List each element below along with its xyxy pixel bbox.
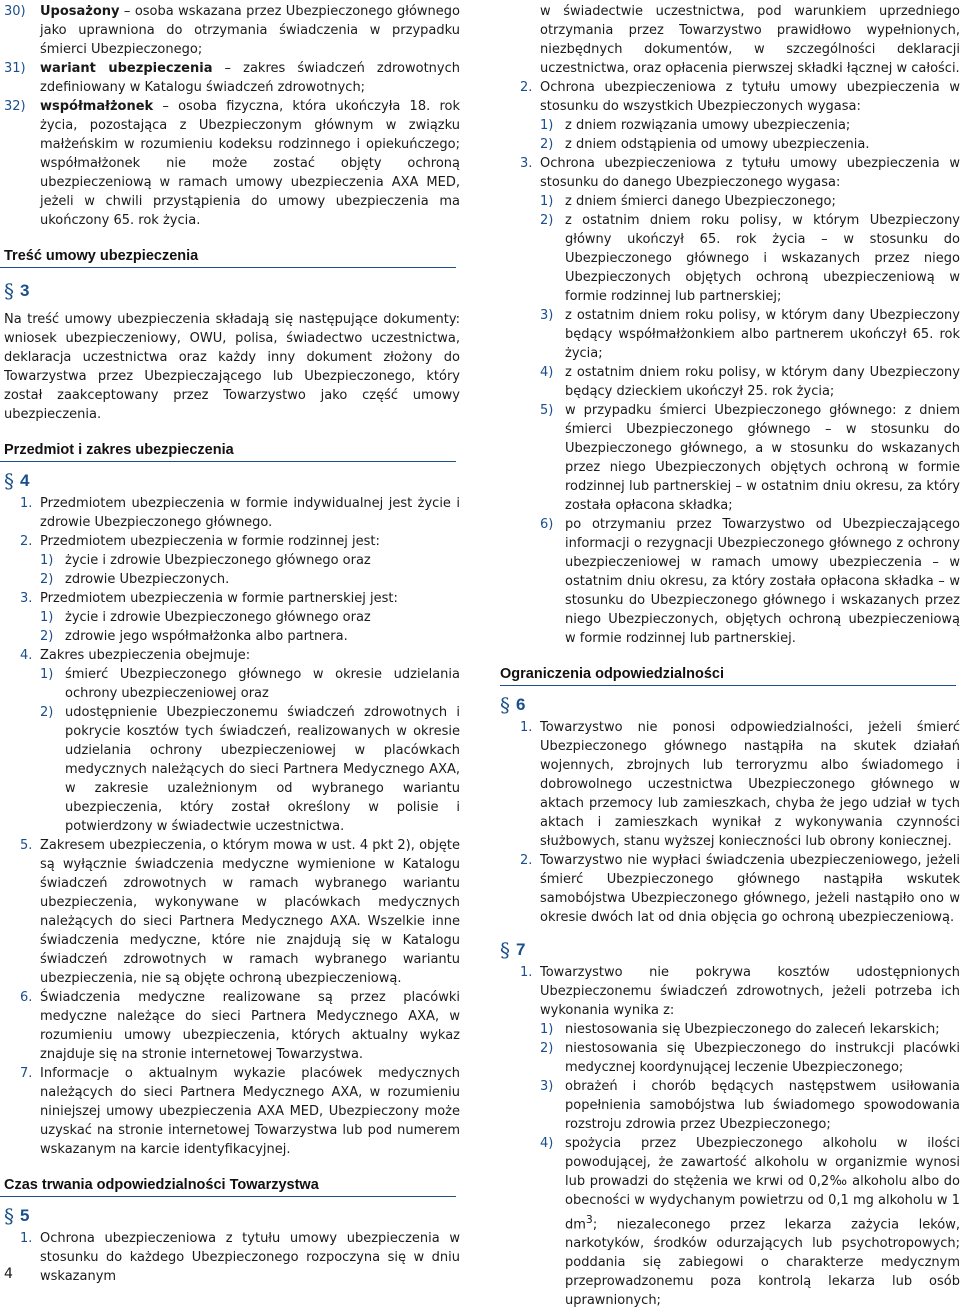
item-text: życie i zdrowie Ubezpieczonego głównego oraz [65,610,371,625]
heading-ograniczenia: Ograniczenia odpowiedzialności [500,666,956,686]
item-number: 1) [40,667,54,682]
item-number: 5) [540,403,554,418]
superscript: 3 [585,1213,593,1226]
item-number: 2) [540,137,554,152]
paragraph-7-1 [500,963,960,1020]
item-text: śmierć Ubezpieczonego głównego w okresie udzielania ochrony ubezpieczeniowej oraz [65,667,460,701]
item-text: Przedmiotem ubezpieczenia w formie rodzinnej jest: [40,534,380,549]
item-text: Zakres ubezpieczenia obejmuje: [40,648,251,663]
definition-term: współmałżonek [40,99,154,114]
item-text: z ostatnim dniem roku polisy, w którym dany Ubezpieczony będący współmałżonkiem albo partnerem ukończył 65. rok życia; [565,308,960,361]
item-text: z dniem rozwiązania umowy ubezpieczenia; [565,118,851,133]
definition-30 [0,2,460,59]
heading-czas-trwania: Czas trwania odpowiedzialności Towarzystwa [0,1177,456,1197]
item-number: 30) [4,4,26,19]
item-number: 1) [540,1022,554,1037]
item-number: 31) [4,61,26,76]
item-text: Przedmiotem ubezpieczenia w formie partnerskiej jest: [40,591,398,606]
subitem [0,570,460,589]
subitem [500,515,960,648]
definition-32 [0,97,460,230]
item-text: Świadczenia medyczne realizowane są przez placówki medyczne należące do sieci Partnera Medycznego AXA, w rozumieniu umowy ubezpieczenia, których aktualny wykaz znajduje się na stronie internetowej Towarzystwa. [40,990,460,1062]
paragraph-6-1 [500,718,960,851]
subitem [500,1077,960,1134]
item-number: 7. [20,1066,33,1081]
item-number: 3. [520,156,533,171]
item-text: zdrowie Ubezpieczonych. [65,572,230,587]
heading-tresc-umowy: Treść umowy ubezpieczenia [0,248,456,268]
item-text: zdrowie jego współmałżonka albo partnera. [65,629,348,644]
paragraph-4-6 [0,988,460,1064]
item-text: z ostatnim dniem roku polisy, w którym Ubezpieczony główny ukończył 65. rok życia – w stosunku do Ubezpieczonego głównego i wskazanych przez niego Ubezpieczonych objętych ochroną ubezpieczeniową w formie rodzinnej lub partnerskiej; [565,213,960,304]
item-number: 1. [520,720,533,735]
item-number: 2) [540,213,554,228]
item-number: 6) [540,517,554,532]
section-3-text: Na treść umowy ubezpieczenia składają się następujące dokumenty: wniosek ubezpieczeniowy, OWU, polisa, świadectwo uczestnictwa, deklaracja uczestnictwa oraz każdy inny dokument złożony do Towarzystwa przez Ubezpieczającego lub Ubezpieczonego, który został zaakceptowany przez Towarzystwo jako część umowy ubezpieczenia. [4,312,460,422]
item-text: z dniem odstąpienia od umowy ubezpieczenia. [565,137,870,152]
item-number: 1) [40,553,54,568]
subitem [500,401,960,515]
item-text-part: spożycia przez Ubezpieczonego alkoholu w ilości powodującej, że zawartość alkoholu w organizmie wynosi lub prowadzi do stężenia we krwi od 0,2‰ alkoholu albo do obecności w wydychanym powietrzu od 0,1 mg alkoholu w 1 dm [565,1136,960,1233]
item-text: Informacje o aktualnym wykazie placówek medycznych należących do sieci Partnera Medycznego AXA, w rozumieniu niniejszej umowy ubezpieczenia AXA MED, Ubezpieczony może uzyskać na stronie internetowej Towarzystwa lub pod numerem wskazanym na karcie identyfikacyjnej. [40,1066,460,1157]
item-text: niestosowania się Ubezpieczonego do instrukcji placówki medycznej koordynującej leczenie Ubezpieczonego; [565,1041,960,1075]
section-sign-icon: § [500,938,510,962]
item-text: z ostatnim dniem roku polisy, w którym dany Ubezpieczony będący dzieckiem ukończył 25. rok życia; [565,365,960,399]
section-3-marker [4,278,460,304]
paragraph-4-5 [0,836,460,988]
item-text [565,1134,960,1310]
section-7-marker [500,937,960,963]
item-number: 2) [40,705,54,720]
item-number: 4. [20,648,33,663]
item-number: 2. [20,534,33,549]
subitem [0,608,460,627]
subitem [500,192,960,211]
item-number: 3. [20,591,33,606]
paragraph-6-2 [500,851,960,927]
subitem [0,665,460,703]
heading-przedmiot: Przedmiot i zakres ubezpieczenia [0,442,456,462]
paragraph-4-4 [0,646,460,665]
item-text: obrażeń i chorób będących następstwem usiłowania popełnienia samobójstwa lub świadomego spowodowania rozstroju zdrowia przez Ubezpieczonego; [565,1079,960,1132]
item-text: Zakresem ubezpieczenia, o którym mowa w ust. 4 pkt 2), objęte są wyłącznie świadczenia medyczne wymienione w Katalogu świadczeń zdrowotnych w ramach wybranego wariantu ubezpieczenia, wykonywane w placówkach medycznych należących do sieci Partnera Medycznego AXA. Wszelkie inne świadczenia medyczne, które nie znajdują się w Katalogu świadczeń zdrowotnych w ramach wybranego wariantu ubezpieczenia, nie są objęte ochroną ubezpieczeniową. [40,838,460,986]
subitem [500,1020,960,1039]
subitem [0,551,460,570]
item-text: z dniem śmierci danego Ubezpieczonego; [565,194,836,209]
item-text: w przypadku śmierci Ubezpieczonego głównego: z dniem śmierci Ubezpieczonego głównego – w stosunku do Ubezpieczonego głównego, a w stosunku do wskazanych przez niego Ubezpieczonych objętych ochroną w formie rodzinnej lub partnerskiej – w ostatnim dniu okresu, za który została opłacona składka; [565,403,960,513]
item-number: 5. [20,838,33,853]
item-number: 1. [20,496,33,511]
subitem [500,116,960,135]
item-number: 2. [520,80,533,95]
subitem [500,135,960,154]
definition-text: – osoba fizyczna, która ukończyła 18. rok życia, pozostająca z Ubezpieczonym głównym w związku małżeńskim w rozumieniu kodeksu rodzinnego i opiekuńczego; współmałżonek nie może zostać objęty ochroną ubezpieczeniową w ramach umowy ubezpieczenia AXA MED, jeżeli w chwili przystąpienia do umowy ubezpieczenia ma ukończony 65. rok życia. [40,99,460,228]
section-5-marker [4,1203,460,1229]
item-text: udostępnienie Ubezpieczonemu świadczeń zdrowotnych i pokrycie kosztów tych świadczeń, realizowanych w okresie udzielania ochrony ubezpieczeniowej w placówkach medycznych należących do sieci Partnera Medycznego AXA, w zakresie uzależnionym od wybranego wariantu ubezpieczenia, który został określony w polisie i potwierdzony w świadectwie uczestnictwa. [65,705,460,834]
item-number: 2) [40,572,54,587]
section-number: 3 [20,281,30,300]
item-text: Ochrona ubezpieczeniowa z tytułu umowy ubezpieczenia w stosunku do danego Ubezpieczonego wygasa: [540,156,960,190]
section-sign-icon: § [500,693,510,717]
item-number: 1) [540,118,554,133]
section-number: 7 [516,940,526,959]
section-6-marker [500,692,960,718]
subitem [500,306,960,363]
subitem [500,1134,960,1310]
item-number: 2. [520,853,533,868]
definition-text: – osoba wskazana przez Ubezpieczonego głównego jako uprawniona do otrzymania świadczenia w przypadku śmierci Ubezpieczonego; [40,4,460,57]
right-column [500,0,960,1310]
subitem [500,1039,960,1077]
section-sign-icon: § [4,1204,14,1228]
item-text: Towarzystwo nie ponosi odpowiedzialności, jeżeli śmierć Ubezpieczonego głównego nastąpiła na skutek działań wojennych, zbrojnych lub terroryzmu albo świadomego i dobrowolnego uczestnictwa Ubezpieczonego głównego w aktach przemocy lub zamieszkach, chyba że jego udział w tych aktach i zamieszkach wynikał z wykonywania czynności służbowych, stanu wyższej konieczności lub obrony koniecznej. [540,720,960,849]
subitem [0,627,460,646]
subitem [0,703,460,836]
page-number: 4 [4,1266,13,1282]
item-number: 32) [4,99,26,114]
paragraph-5-3 [500,154,960,192]
definition-31 [0,59,460,97]
item-number: 1) [540,194,554,209]
section-sign-icon: § [4,279,14,303]
section-number: 6 [516,695,526,714]
item-number: 1) [40,610,54,625]
item-number: 3) [540,308,554,323]
section-sign-icon: § [4,469,14,493]
item-number: 6. [20,990,33,1005]
item-text: Ochrona ubezpieczeniowa z tytułu umowy ubezpieczenia w stosunku do każdego Ubezpieczonego rozpoczyna się w dniu wskazanym [40,1231,460,1284]
item-text: Towarzystwo nie pokrywa kosztów udostępnionych Ubezpieczonemu świadczeń zdrowotnych, jeżeli potrzeba ich wykonania wynika z: [540,965,960,1018]
item-text: Ochrona ubezpieczeniowa z tytułu umowy ubezpieczenia w stosunku do wszystkich Ubezpieczonych wygasa: [540,80,960,114]
subitem [500,211,960,306]
definition-text: – zakres świadczeń zdrowotnych zdefiniowany w Katalogu świadczeń zdrowotnych; [40,61,460,95]
subitem [500,363,960,401]
item-number: 1. [20,1231,33,1246]
item-number: 3) [540,1079,554,1094]
item-number: 4) [540,1136,554,1151]
paragraph-5-1 [0,1229,460,1286]
section-number: 4 [20,471,30,490]
section-4-marker [4,468,460,494]
paragraph-4-7 [0,1064,460,1159]
item-text: życie i zdrowie Ubezpieczonego głównego oraz [65,553,371,568]
paragraph-4-3 [0,589,460,608]
item-text: Towarzystwo nie wypłaci świadczenia ubezpieczeniowego, jeżeli śmierć Ubezpieczonego głównego nastąpiła wskutek samobójstwa Ubezpieczonego głównego, jeżeli nastąpiło ono w okresie dwóch lat od dnia objęcia go ochroną ubezpieczeniową. [540,853,960,925]
item-number: 2) [40,629,54,644]
item-text: po otrzymaniu przez Towarzystwo od Ubezpieczającego informacji o rezygnacji Ubezpieczonego głównego z ochrony ubezpieczeniowej w ramach umowy ubezpieczenia – w ostatnim dniu okresu, za który została opłacona składka – w stosunku do Ubezpieczonego głównego i wskazanych przez niego Ubezpieczonych, objętych ochroną ubezpieczeniową w formie rodzinnej lub partnerskiej. [565,517,960,646]
left-column [0,0,460,1286]
item-text-part: ; niezaleconego przez lekarza zażycia leków, narkotyków, środków odurzających lub psychotropowych; poddania się zabiegowi o charakterze medycznym przeprowadzonemu poza kontrolą lekarza lub osób uprawnionych; [565,1217,960,1309]
definition-term: Uposażony [40,4,120,19]
item-number: 1. [520,965,533,980]
item-text: Przedmiotem ubezpieczenia w formie indywidualnej jest życie i zdrowie Ubezpieczonego głównego. [40,496,460,530]
paragraph-4-2 [0,532,460,551]
item-text: niestosowania się Ubezpieczonego do zaleceń lekarskich; [565,1022,940,1037]
paragraph-4-1 [0,494,460,532]
paragraph-5-2 [500,78,960,116]
item-number: 2) [540,1041,554,1056]
section-number: 5 [20,1206,30,1225]
definition-term: wariant ubezpieczenia [40,61,213,76]
paragraph-5-1-continued: w świadectwie uczestnictwa, pod warunkiem uprzedniego otrzymania przez Towarzystwo prawidłowo wypełnionych, niezbędnych dokumentów, w szczególności deklaracji uczestnictwa, oraz opłacenia pierwszej składki łącznej w całości. [540,4,960,76]
item-number: 4) [540,365,554,380]
